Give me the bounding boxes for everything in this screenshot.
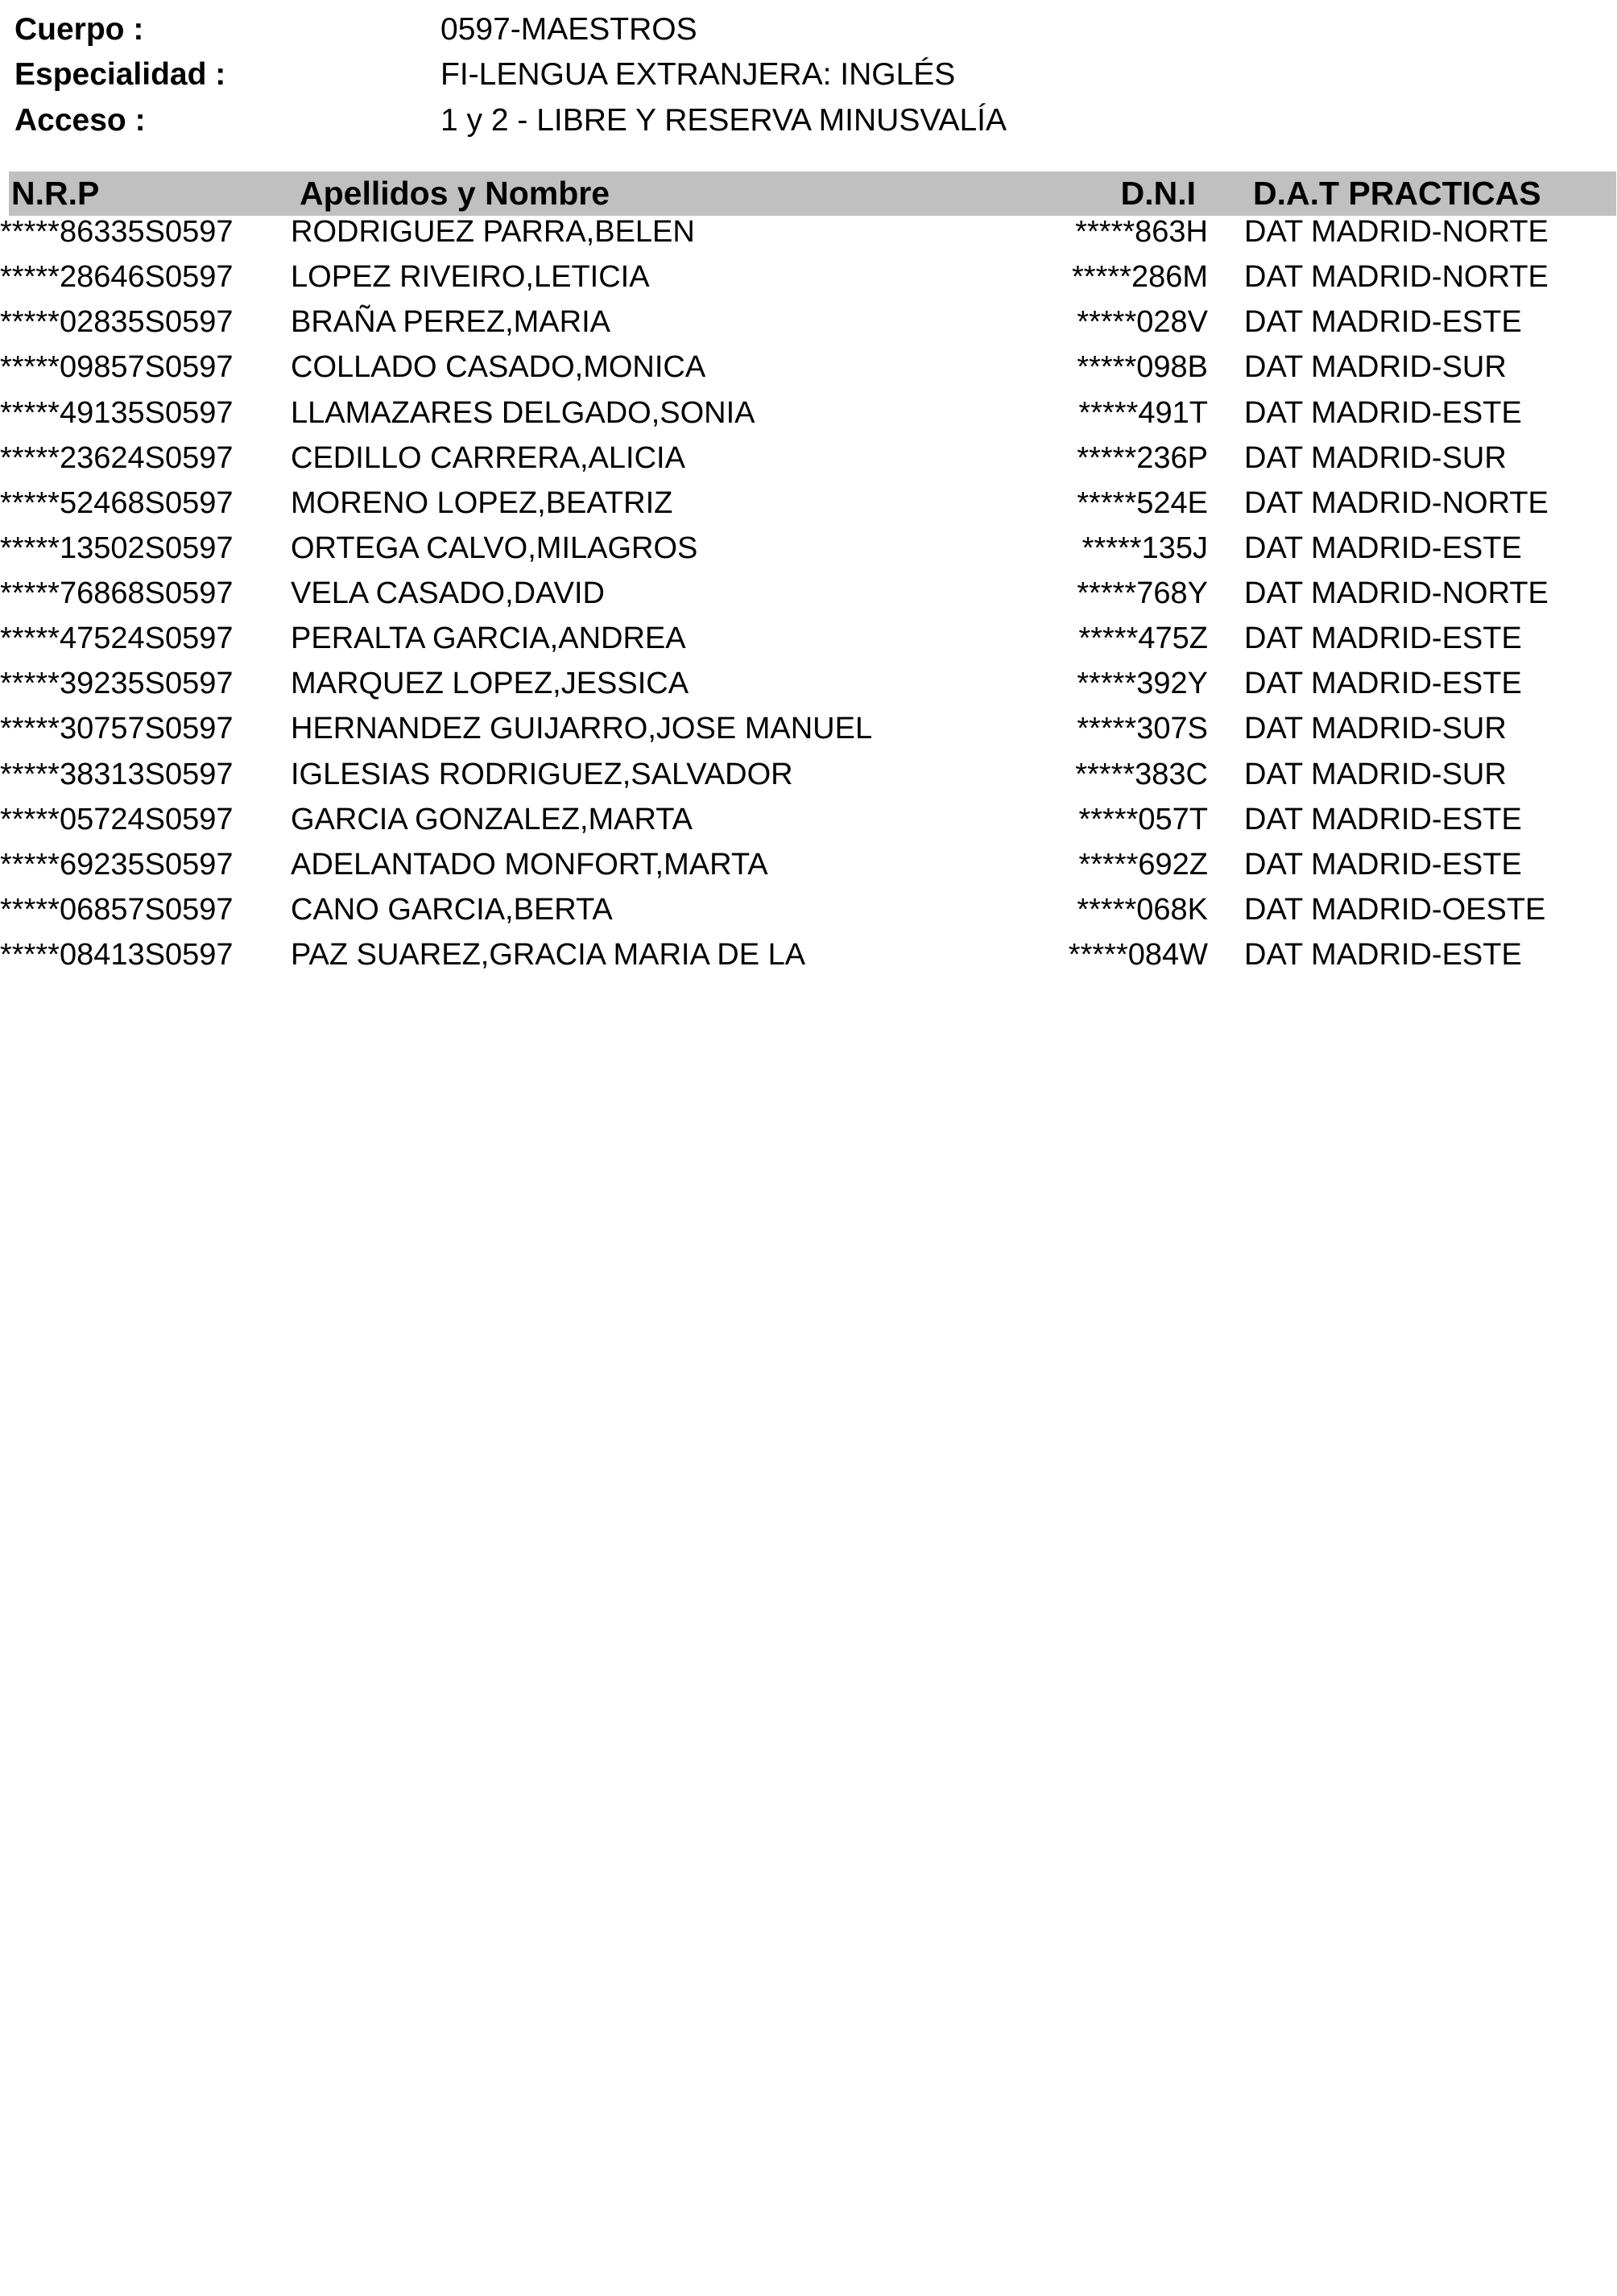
name-cell: MORENO LOPEZ,BEATRIZ [291,486,673,520]
dat-cell: DAT MADRID-NORTE [1244,260,1549,294]
nrp-cell: *****52468S0597 [0,486,234,520]
name-cell: CEDILLO CARRERA,ALICIA [291,441,685,475]
dni-cell: *****392Y [1077,667,1208,700]
table-row [0,622,1617,667]
cuerpo-row [0,7,1617,52]
nrp-cell: *****13502S0597 [0,531,234,565]
table-row [0,487,1617,532]
nrp-cell: *****08413S0597 [0,938,234,972]
name-cell: VELA CASADO,DAVID [291,576,605,610]
dat-cell: DAT MADRID-NORTE [1244,215,1549,249]
name-cell: LOPEZ RIVEIRO,LETICIA [291,260,650,294]
dni-cell: *****135J [1081,531,1208,565]
nrp-cell: *****28646S0597 [0,260,234,294]
nrp-cell: *****09857S0597 [0,350,234,384]
column-header-dni: D.N.I [1120,175,1196,212]
dni-cell: *****692Z [1078,848,1208,882]
dat-cell: DAT MADRID-SUR [1244,712,1507,745]
dat-cell: DAT MADRID-ESTE [1244,803,1522,836]
especialidad-value: FI-LENGUA EXTRANJERA: INGLÉS [440,57,956,92]
acceso-value: 1 y 2 - LIBRE Y RESERVA MINUSVALÍA [440,103,1007,138]
table-row [0,667,1617,712]
dni-cell: *****475Z [1078,621,1208,655]
dni-cell: *****383C [1075,758,1208,791]
dni-cell: *****286M [1072,260,1208,294]
cuerpo-value: 0597-MAESTROS [440,12,697,47]
name-cell: BRAÑA PEREZ,MARIA [291,305,610,339]
name-cell: GARCIA GONZALEZ,MARTA [291,803,693,836]
table-row [0,939,1617,984]
dni-cell: *****057T [1078,803,1208,836]
nrp-cell: *****47524S0597 [0,621,234,655]
nrp-cell: *****86335S0597 [0,215,234,249]
name-cell: HERNANDEZ GUIJARRO,JOSE MANUEL [291,712,873,745]
nrp-cell: *****30757S0597 [0,712,234,745]
dat-cell: DAT MADRID-ESTE [1244,621,1522,655]
name-cell: RODRIGUEZ PARRA,BELEN [291,215,695,249]
column-header-nrp: N.R.P [11,175,100,212]
nrp-cell: *****02835S0597 [0,305,234,339]
column-header-name: Apellidos y Nombre [300,175,610,212]
name-cell: IGLESIAS RODRIGUEZ,SALVADOR [291,758,793,791]
table-row [0,849,1617,894]
nrp-cell: *****06857S0597 [0,893,234,927]
dat-cell: DAT MADRID-ESTE [1244,305,1522,339]
acceso-label: Acceso : [14,103,146,138]
nrp-cell: *****05724S0597 [0,803,234,836]
name-cell: PERALTA GARCIA,ANDREA [291,621,686,655]
nrp-cell: *****49135S0597 [0,396,234,430]
especialidad-row [0,52,1617,97]
table-header [9,171,1616,216]
nrp-cell: *****76868S0597 [0,576,234,610]
dat-cell: DAT MADRID-NORTE [1244,486,1549,520]
name-cell: ORTEGA CALVO,MILAGROS [291,531,698,565]
dat-cell: DAT MADRID-NORTE [1244,576,1549,610]
table-row [0,758,1617,803]
table-row [0,261,1617,306]
dni-cell: *****084W [1068,938,1208,972]
dat-cell: DAT MADRID-ESTE [1244,667,1522,700]
dat-cell: DAT MADRID-SUR [1244,758,1507,791]
table-row [0,351,1617,396]
name-cell: PAZ SUAREZ,GRACIA MARIA DE LA [291,938,806,972]
nrp-cell: *****39235S0597 [0,667,234,700]
table-row [0,216,1617,261]
dat-cell: DAT MADRID-SUR [1244,350,1507,384]
dni-cell: *****098B [1077,350,1208,384]
dni-cell: *****068K [1077,893,1208,927]
dni-cell: *****524E [1077,486,1208,520]
dat-cell: DAT MADRID-SUR [1244,441,1507,475]
table-row [0,397,1617,442]
table-row [0,577,1617,622]
table-row [0,442,1617,487]
acceso-row [0,98,1617,143]
dat-cell: DAT MADRID-ESTE [1244,531,1522,565]
cuerpo-label: Cuerpo : [14,12,144,47]
table-row [0,712,1617,758]
name-cell: MARQUEZ LOPEZ,JESSICA [291,667,689,700]
name-cell: COLLADO CASADO,MONICA [291,350,706,384]
column-header-dat: D.A.T PRACTICAS [1253,175,1541,212]
name-cell: ADELANTADO MONFORT,MARTA [291,848,768,882]
dni-cell: *****028V [1077,305,1208,339]
table-row [0,306,1617,351]
dni-cell: *****863H [1075,215,1208,249]
table-row [0,803,1617,849]
nrp-cell: *****38313S0597 [0,758,234,791]
dat-cell: DAT MADRID-OESTE [1244,893,1546,927]
dat-cell: DAT MADRID-ESTE [1244,396,1522,430]
dni-cell: *****491T [1078,396,1208,430]
dni-cell: *****768Y [1077,576,1208,610]
nrp-cell: *****23624S0597 [0,441,234,475]
table-row [0,532,1617,577]
name-cell: CANO GARCIA,BERTA [291,893,613,927]
table-row [0,894,1617,939]
nrp-cell: *****69235S0597 [0,848,234,882]
name-cell: LLAMAZARES DELGADO,SONIA [291,396,755,430]
especialidad-label: Especialidad : [14,57,226,92]
dat-cell: DAT MADRID-ESTE [1244,848,1522,882]
dni-cell: *****307S [1077,712,1208,745]
dat-cell: DAT MADRID-ESTE [1244,938,1522,972]
dni-cell: *****236P [1077,441,1208,475]
